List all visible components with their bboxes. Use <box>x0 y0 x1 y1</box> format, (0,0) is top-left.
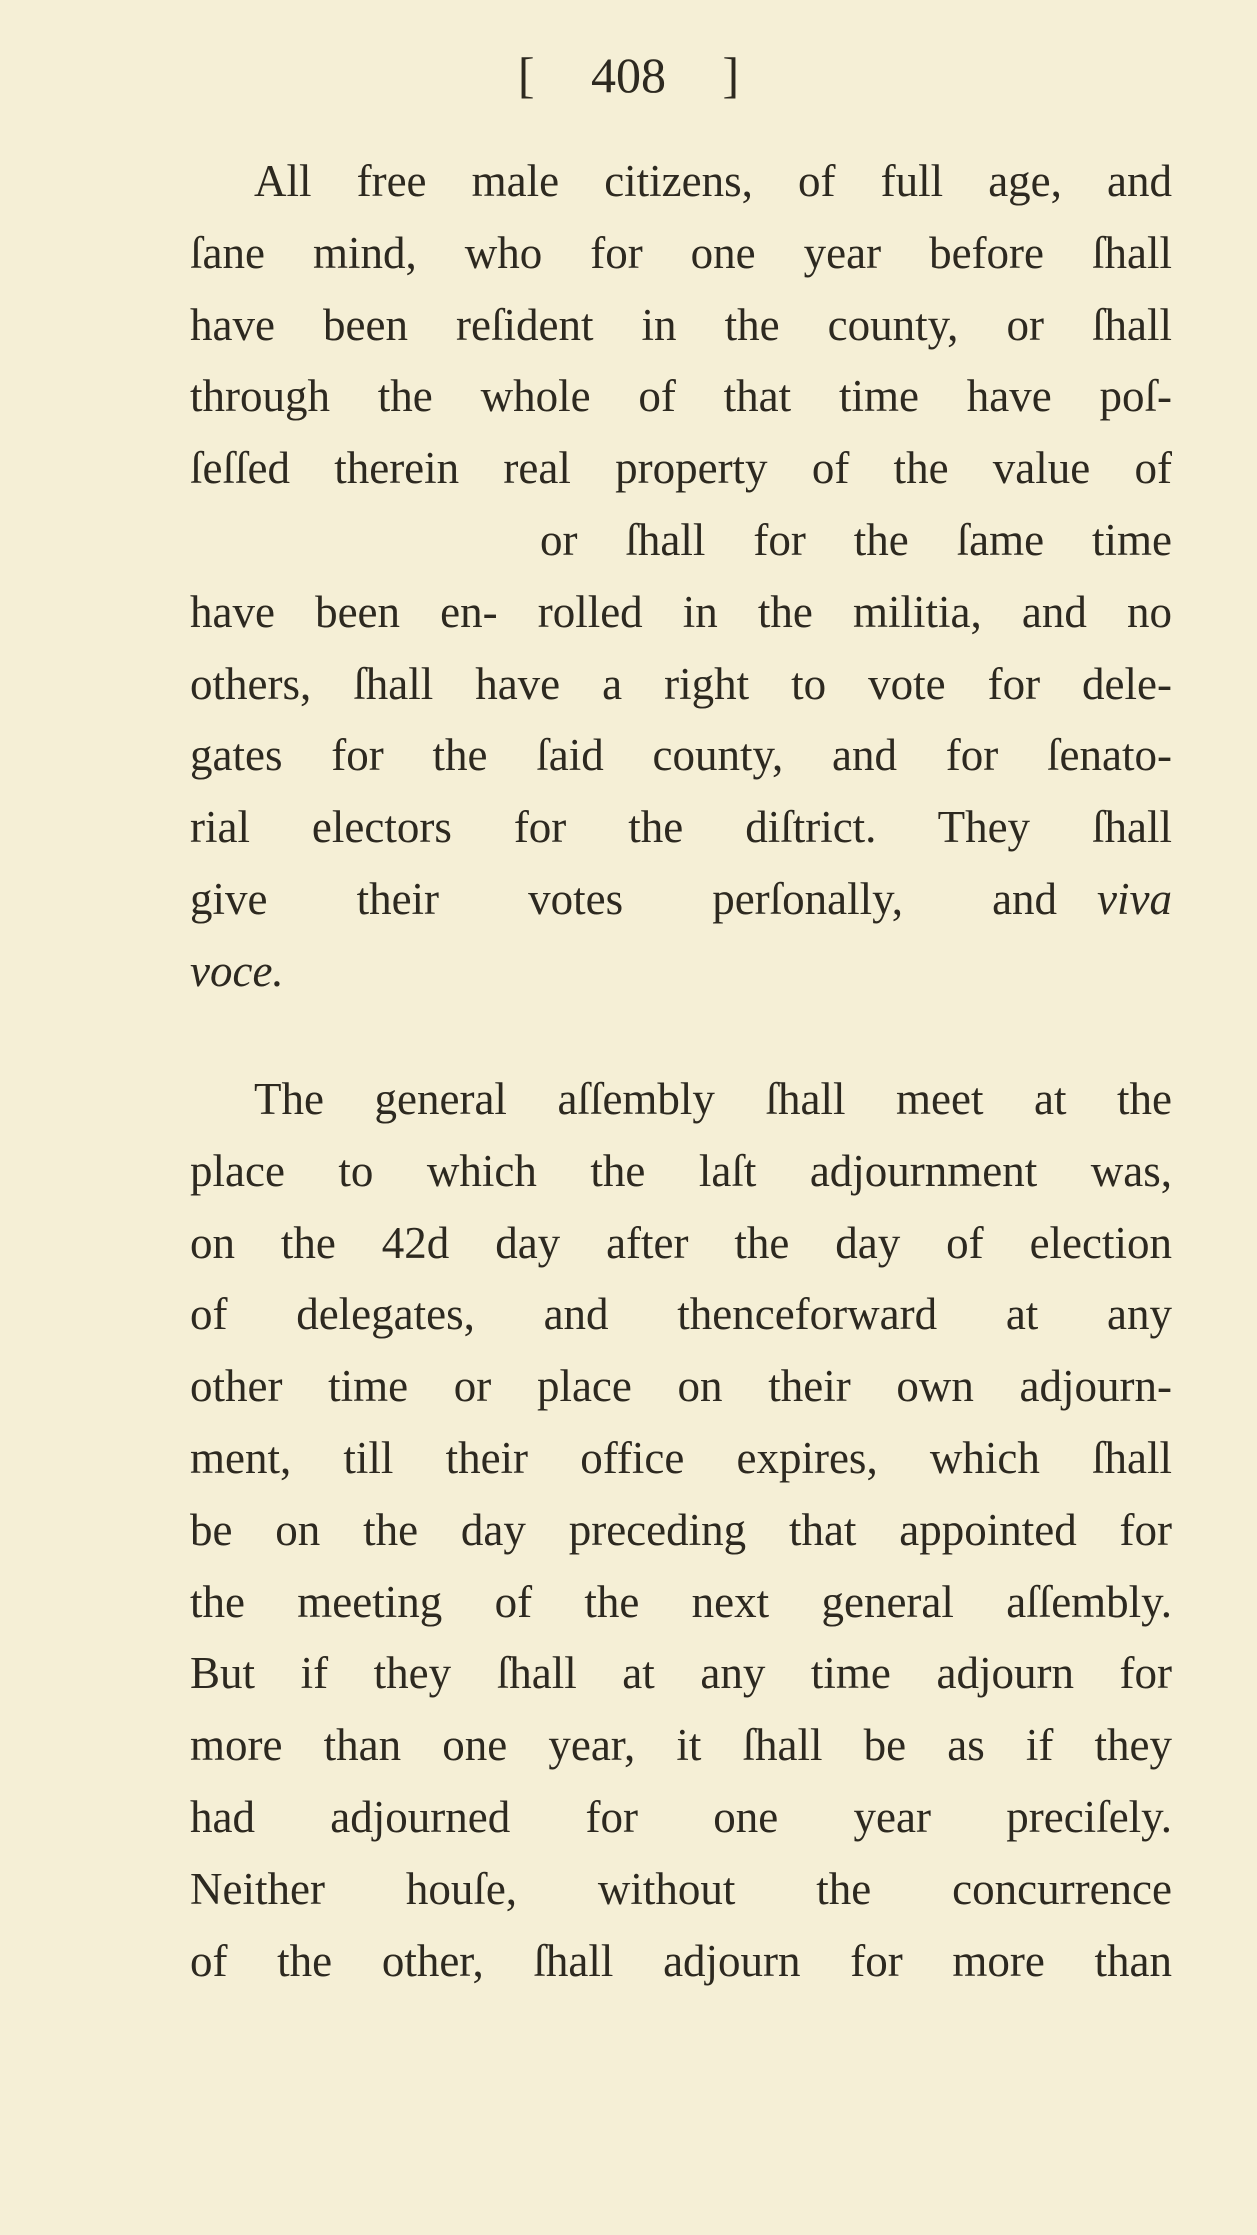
text-line: other time or place on their own adjourn- <box>190 1361 1172 1412</box>
text-line: rial electors for the diſtrict. They ſhall <box>190 802 1172 853</box>
text-line <box>190 936 1172 1008</box>
text-line: place to which the laſt adjournment was, <box>190 1145 1172 1196</box>
text-line: the meeting of the next general aſſembly. <box>190 1576 1172 1627</box>
text-line: others, ſhall have a right to vote for dele- <box>190 658 1172 709</box>
text-line <box>190 864 1172 936</box>
text-line: gates for the ſaid county, and for ſenato- <box>190 730 1172 781</box>
paragraph-suffrage <box>190 146 1172 1008</box>
paragraph-general-assembly <box>190 1064 1172 1997</box>
text-line: be on the day preceding that appointed for <box>190 1504 1172 1555</box>
text-line: Neither houſe, without the concurrence <box>190 1863 1172 1914</box>
text-line: more than one year, it ſhall be as if they <box>190 1720 1172 1771</box>
italic-text: voce. <box>190 945 284 996</box>
text-line: of the other, ſhall adjourn for more than <box>190 1935 1172 1986</box>
text-segment: give their votes perſonally, and <box>190 873 1058 924</box>
text-line: of delegates, and thenceforward at any <box>190 1289 1172 1340</box>
text-line: have been en- rolled in the militia, and no <box>190 586 1172 637</box>
text-line: All free male citizens, of full age, and <box>254 156 1172 206</box>
text-line: through the whole of that time have poſ- <box>190 371 1172 422</box>
text-line: ment, till their office expires, which ſhall <box>190 1432 1172 1483</box>
text-line: or ſhall for the ſame time <box>540 514 1172 565</box>
page-number-close-bracket: ] <box>722 47 740 103</box>
text-line: ſane mind, who for one year before ſhall <box>190 227 1172 278</box>
page-number-value: 408 <box>591 47 666 103</box>
text-line: ſeſſed therein real property of the value of <box>190 443 1172 494</box>
page-number-open-bracket: [ <box>517 47 535 103</box>
text-line: But if they ſhall at any time adjourn for <box>190 1648 1172 1699</box>
text-line: on the 42d day after the day of election <box>190 1217 1172 1268</box>
page-number <box>0 40 1257 110</box>
text-line: had adjourned for one year preciſely. <box>190 1791 1172 1842</box>
text-line: have been reſident in the county, or ſhall <box>190 299 1172 350</box>
text-line: The general aſſembly ſhall meet at the <box>254 1074 1172 1124</box>
italic-text: viva <box>1097 873 1172 924</box>
